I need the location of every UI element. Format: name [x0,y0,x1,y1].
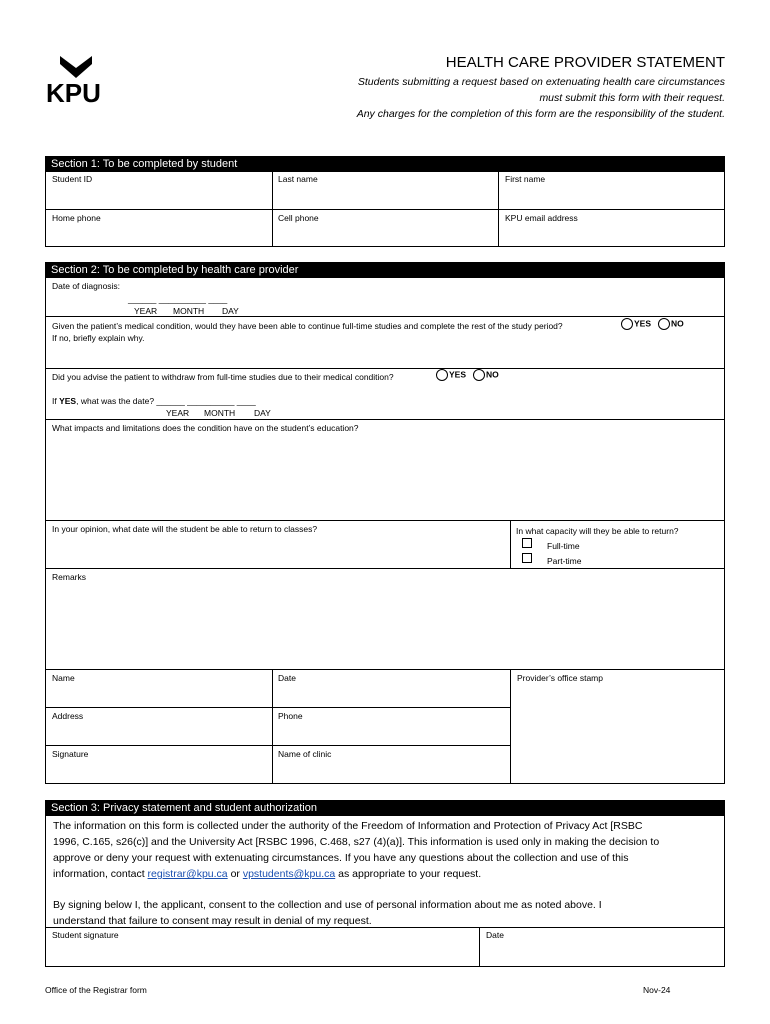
radio-icon[interactable] [658,318,670,330]
month-label: MONTH [204,408,236,418]
subtitle-line-1: Students submitting a request based on extenuating health care circumstances [357,76,725,88]
radio-icon[interactable] [621,318,633,330]
withdraw-yes-option[interactable] [432,369,466,381]
withdraw-question: Did you advise the patient to withdraw from full-time studies due to their medical condition? [52,372,394,382]
explain-label[interactable]: If no, briefly explain why. [52,333,145,343]
provider-signature-field[interactable]: Signature [52,749,89,759]
privacy-line-3: approve or deny your request with extenuating circumstances. If you have any questions about the collection and use of this [53,852,629,864]
divider [45,669,725,670]
continue-yes-option[interactable] [617,318,651,330]
continue-studies-question: Given the patient’s medical condition, would they have been able to continue full-time studies and complete the rest of the study period? [52,321,563,331]
privacy-text: or [227,868,243,880]
section-3-header: Section 3: Privacy statement and student authorization [45,800,725,816]
phone-field[interactable]: Phone [278,711,303,721]
registrar-email-link[interactable]: registrar@kpu.ca [147,868,228,880]
month-label: MONTH [173,306,205,316]
cell-phone-field[interactable]: Cell phone [278,213,319,223]
last-name-field[interactable]: Last name [278,174,318,184]
document-title: HEALTH CARE PROVIDER STATEMENT [445,54,725,71]
student-id-field[interactable]: Student ID [52,174,93,184]
consent-line-1: By signing below I, the applicant, consent to the collection and use of personal information about me as noted above. I [53,899,602,911]
section-2-header: Section 2: To be completed by health care provider [45,262,725,278]
divider [510,669,511,784]
divider [479,927,480,967]
diagnosis-date-input[interactable]: ______ __________ ____ [128,294,228,304]
yes-label: YES [634,318,652,329]
provider-date-field[interactable]: Date [278,673,296,683]
year-label: YEAR [166,408,190,418]
privacy-line-2: 1996, C.165, s26(c)] and the University Act [RSBC 1996, C.468, s27 (4)(a)]. This information is used only in making the decision to [53,836,660,848]
divider [45,520,725,521]
divider [45,419,725,420]
kpu-logo [46,54,106,110]
clinic-name-field[interactable]: Name of clinic [278,749,332,759]
address-field[interactable]: Address [52,711,84,721]
part-time-label: Part-time [547,556,582,566]
if-yes-bold: YES [59,396,77,406]
day-label: DAY [254,408,271,418]
privacy-line-4 [53,866,718,882]
continue-no-option[interactable] [654,318,684,330]
footer-form-name: Office of the Registrar form [45,985,147,995]
home-phone-field[interactable]: Home phone [52,213,101,223]
radio-icon[interactable] [473,369,485,381]
part-time-checkbox[interactable] [522,553,532,563]
privacy-text: information, contact [53,868,148,880]
impacts-question[interactable]: What impacts and limitations does the condition have on the student’s education? [52,423,359,433]
email-field[interactable]: KPU email address [505,213,578,223]
privacy-statement [53,818,718,882]
consent-statement [53,897,718,929]
date-of-diagnosis-label: Date of diagnosis: [52,281,121,291]
radio-icon[interactable] [436,369,448,381]
footer-date: Nov-24 [643,985,671,995]
vpstudents-email-link[interactable]: vpstudents@kpu.ca [242,868,336,880]
year-label: YEAR [134,306,158,316]
divider [272,669,273,784]
consent-line-2: understand that failure to consent may result in denial of my request. [53,915,372,927]
if-yes-prefix: If [52,396,60,406]
withdraw-no-option[interactable] [469,369,499,381]
day-label: DAY [222,306,239,316]
divider [45,568,725,569]
capacity-question: In what capacity will they be able to return? [516,526,679,536]
withdraw-date-input[interactable] [52,396,256,406]
divider [45,209,725,210]
kpu-bird-icon [46,54,106,80]
divider [45,368,725,369]
first-name-field[interactable]: First name [505,174,546,184]
student-signature-field[interactable]: Student signature [52,930,119,940]
provider-name-field[interactable]: Name [52,673,75,683]
yes-label: YES [449,369,467,380]
subtitle-line-3: Any charges for the completion of this form are the responsibility of the student. [356,108,725,120]
section-1-header: Section 1: To be completed by student [45,156,725,172]
logo-text: KPU [46,78,101,108]
remarks-field[interactable]: Remarks [52,572,87,582]
divider [498,170,499,247]
divider [45,745,511,746]
divider [45,927,725,928]
divider [45,707,511,708]
return-date-question[interactable]: In your opinion, what date will the student be able to return to classes? [52,524,318,534]
divider [272,170,273,247]
divider [510,520,511,568]
privacy-text: as appropriate to your request. [335,868,482,880]
no-label: NO [486,369,499,380]
student-date-field[interactable]: Date [486,930,504,940]
if-yes-suffix: , what was the date? ______ __________ ____ [76,396,256,406]
office-stamp-field[interactable]: Provider’s office stamp [517,673,603,683]
full-time-label: Full-time [547,541,580,551]
no-label: NO [671,318,684,329]
full-time-checkbox[interactable] [522,538,532,548]
privacy-line-1: The information on this form is collected under the authority of the Freedom of Information and Protection of Privacy Act [RSBC [53,820,643,832]
divider [45,316,725,317]
subtitle-line-2: must submit this form with their request. [539,92,725,104]
